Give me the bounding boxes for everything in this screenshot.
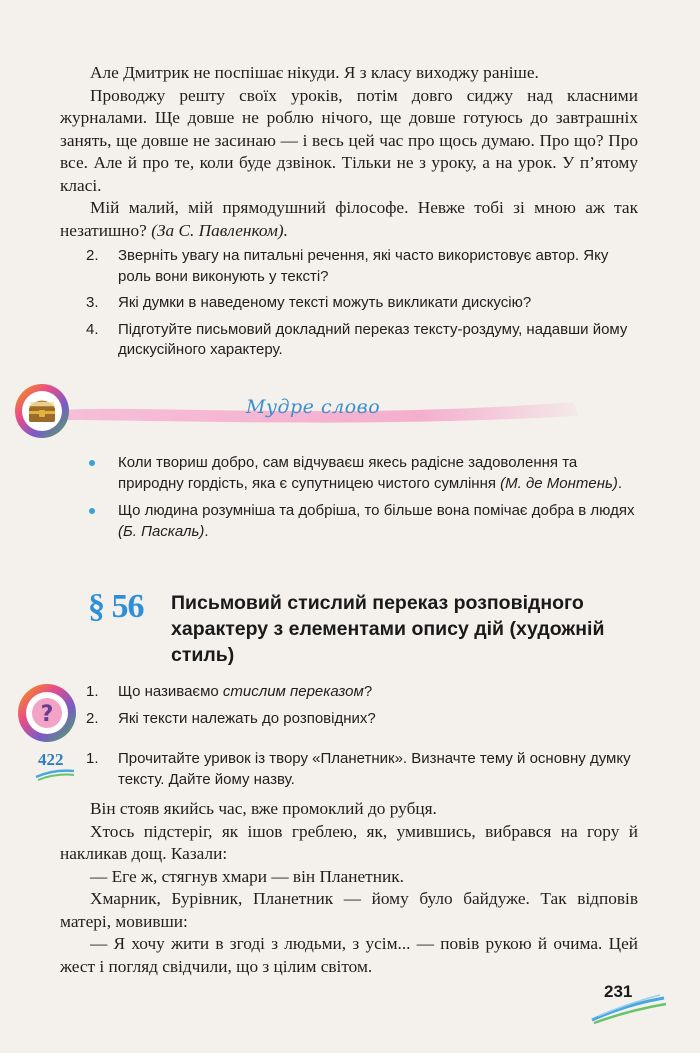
paragraph: Він стояв якийсь час, вже промоклий до рубця. [90,799,437,818]
exercise-text: Прочитайте уривок із твору «Планетник». Визначте тему й основну думку тексту. Дайте йому назву. [118,750,631,788]
narrative-top [60,62,638,242]
treasure-chest-icon [29,401,55,423]
page-number: 231 [604,982,633,1001]
narrative-bottom [60,798,638,978]
paragraph: Хтось підстеріг, як ішов греблею, як, умившись, вибрався на гору й накликав дощ. Казали: [60,821,638,863]
wisdom-quotes [86,453,638,549]
paragraph: Хмарник, Бурівник, Планетник — йому було байдуже. Так відповів матері, мовивши: [60,889,638,931]
exercise-item-number: 1. [86,750,99,767]
paragraph: — Я хочу жити в згоді з людьми, з усім... — повів рукою й очима. Цей жест і погляд свідчили, що з цілим світом. [60,934,638,976]
quote-text: Коли твориш добро, сам відчуваєш якесь радісне задоволення та природну гордість, яка є супутницею чистого сумління [118,454,578,492]
task-number: 2. [86,247,99,264]
section-number: § 56 [88,588,144,625]
task-text: Зверніть увагу на питальні речення, які часто використовує автор. Яку роль вони виконують у тексті? [118,247,609,285]
page-swoosh-icon [588,992,668,1024]
paragraph [60,197,638,242]
quote-text: Що людина розумніша та добріша, то більше вона помічає добра в людях [118,502,635,519]
question-list [86,682,638,735]
quote-end: . [204,522,209,540]
task-number: 3. [86,294,99,311]
source-citation: (За С. Павленком). [151,220,288,240]
paragraph-text: Мій малий, мій прямодушний філософе. Невже тобі зі мною аж так незатишно? [60,198,638,240]
question-item [86,709,638,730]
quote-end: . [617,474,623,492]
question-text: Які тексти належать до розповідних? [118,709,376,727]
question-number: 1. [86,683,99,700]
quote-author: (Б. Паскаль) [118,522,205,540]
quote-author: (М. де Монтень) [500,474,618,492]
bullet-icon [89,460,95,466]
exercise-item [86,749,638,790]
task-text: Які думки в наведеному тексті можуть викликати дискусію? [118,294,532,311]
paragraph: Але Дмитрик не поспішає нікуди. Я з класу виходжу раніше. [90,63,539,82]
question-item [86,682,638,703]
question-term: стислим переказом [222,683,364,700]
wisdom-title: Мудре слово [246,396,381,418]
exercise-task [86,749,638,796]
quote-item [86,453,638,494]
exercise-number: 422 [38,750,64,769]
quote-item [86,501,638,542]
task-number: 4. [86,320,99,338]
question-text: Що називаємо [118,683,223,700]
question-number: 2. [86,709,99,727]
paragraph: — Еге ж, стягнув хмари — він Планетник. [90,866,404,886]
question-icon [16,682,78,744]
svg-text:?: ? [40,702,54,727]
task-list [86,246,638,367]
section-title: Письмовий стислий переказ розповідного характеру з елементами опису дій (художній стиль) [171,592,605,666]
exercise-swoosh-icon [34,767,76,781]
task-item [86,320,638,361]
paragraph: Проводжу решту своїх уроків, потім довго сиджу над класними журналами. Ще довше не роблю нічого, ще довше готуюсь до завтрашніх занять, ще довше не засинаю — і весь цей час про щось думаю. Про що? Про все. Але й про те, коли буде дзвінок. Тільки не з уроку, а на урок. У п’ятому класі. [60,85,638,195]
task-item [86,293,638,314]
task-text: Підготуйте письмовий докладний переказ тексту-роздуму, надавши йому дискусійного характеру. [118,320,628,358]
task-item [86,246,638,287]
question-end: ? [363,683,373,700]
bullet-icon [89,508,95,514]
